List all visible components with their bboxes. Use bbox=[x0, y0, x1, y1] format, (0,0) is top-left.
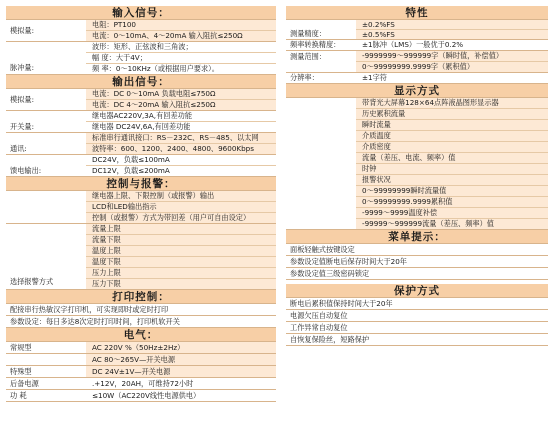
control-label bbox=[6, 191, 86, 223]
pulse-input-line: 幅 度：大于4V； bbox=[86, 53, 276, 64]
comm-line: 波特率：600、1200、2400、4800、9600Kbps bbox=[86, 144, 276, 154]
menu-line-text: 参数设定值三级密码锁定 bbox=[290, 268, 370, 278]
analog-input-group bbox=[6, 20, 276, 42]
protect-line-text: 自恢复保险丝，短路保护 bbox=[290, 334, 370, 344]
display-header: 显示方式 bbox=[286, 84, 548, 98]
power-header: 电气： bbox=[6, 328, 276, 342]
control-line: 继电器上限、下限控制（或报警）输出 bbox=[86, 191, 276, 202]
display-item: 瞬时流量 bbox=[356, 120, 548, 131]
analog-output-line: 电流：DC 4～20mA 输入阻抗≤250Ω bbox=[86, 100, 276, 110]
display-item: -99999～999999流量（差压、频率）值 bbox=[356, 219, 548, 229]
protect-line bbox=[286, 298, 548, 310]
accuracy-group bbox=[286, 20, 548, 40]
power-row-value: AC 220V %（50Hz±2Hz） bbox=[86, 342, 276, 353]
power-row-value: AC 80～265V—开关电源 bbox=[86, 354, 276, 365]
menu-line bbox=[286, 268, 548, 280]
protect-line bbox=[286, 322, 548, 334]
conversion-value: ±1脉冲（LMS）一般优于0.2% bbox=[356, 40, 548, 50]
pulse-input-label: 脉冲量: bbox=[10, 63, 34, 72]
display-item: 带背光大屏幕128×64点阵液晶图形显示器 bbox=[356, 98, 548, 109]
display-label bbox=[286, 98, 356, 229]
range-label: 测量范围： bbox=[290, 52, 326, 61]
display-item: 介质温度 bbox=[356, 131, 548, 142]
pulse-input-line: 波形：矩形、正弦波和三角波； bbox=[86, 42, 276, 53]
power-row bbox=[6, 366, 276, 378]
power-row-label: 常规型 bbox=[10, 342, 32, 352]
range-value: 0～99999999.9999字（累积值） bbox=[356, 62, 548, 72]
power-row-label: 功 耗 bbox=[10, 390, 27, 400]
accuracy-value: ±0.5%FS bbox=[356, 30, 548, 39]
print-line-text: 参数设定：每日多达8次定时打印时间，打印机软开关 bbox=[10, 316, 180, 326]
display-item: -9999～9999温度补偿 bbox=[356, 208, 548, 219]
protect-line-text: 电源欠压自动复位 bbox=[290, 310, 348, 320]
pulse-input-line: 频 率：0～10KHz（或根据用户要求）。 bbox=[86, 64, 276, 74]
comm-line: 标准串行通讯接口：RS－232C、RS－485、以太网 bbox=[86, 133, 276, 144]
menu-line-text: 面板轻触式按键设定 bbox=[290, 244, 355, 254]
menu-line-text: 参数设定值断电后保存时间大于20年 bbox=[290, 256, 407, 266]
power-row-label: 特殊型 bbox=[10, 366, 32, 376]
output-signal-header: 输出信号： bbox=[6, 75, 276, 89]
alarm-mode-item: 流量上限 bbox=[86, 224, 276, 235]
accuracy-value: ±0.2%FS bbox=[356, 20, 548, 30]
display-item: 介质密度 bbox=[356, 142, 548, 153]
alarm-mode-item: 温度上限 bbox=[86, 246, 276, 257]
analog-input-line: 电流：0～10mA、4～20mA 输入阻抗≤250Ω bbox=[86, 31, 276, 41]
power-row bbox=[6, 354, 276, 366]
analog-input-line: 电阻：PT100 bbox=[86, 20, 276, 31]
accuracy-label: 测量精度： bbox=[290, 29, 326, 38]
control-alarm-header: 控制与报警： bbox=[6, 177, 276, 191]
power-row-label: 后备电源 bbox=[10, 378, 39, 388]
menu-line bbox=[286, 244, 548, 256]
display-item: 历史累积流量 bbox=[356, 109, 548, 120]
analog-input-label: 模拟量: bbox=[10, 25, 34, 35]
display-item: 0～99999999.9999累积值 bbox=[356, 197, 548, 208]
alarm-mode-group bbox=[6, 224, 276, 290]
display-item: 时钟 bbox=[356, 164, 548, 175]
feed-output-group bbox=[6, 155, 276, 177]
control-line: 控制（或报警）方式为带回差（用户可自由设定） bbox=[86, 213, 276, 223]
display-item: 0～99999999瞬时流量值 bbox=[356, 186, 548, 197]
analog-output-label: 模拟量: bbox=[10, 94, 34, 104]
menu-header: 菜单提示： bbox=[286, 230, 548, 244]
alarm-mode-item: 压力下限 bbox=[86, 279, 276, 289]
power-row-value: DC 24V±1V—开关电源 bbox=[86, 366, 276, 377]
range-group bbox=[286, 51, 548, 73]
left-column bbox=[6, 6, 276, 402]
display-item: 报警状况 bbox=[356, 175, 548, 186]
right-column bbox=[286, 6, 548, 346]
power-row bbox=[6, 390, 276, 402]
analog-output-line: 电流：DC 0～10mA 负载电阻≤750Ω bbox=[86, 89, 276, 100]
analog-output-group bbox=[6, 89, 276, 111]
power-row bbox=[6, 342, 276, 354]
display-item: 流量（差压、电流、频率）值 bbox=[356, 153, 548, 164]
conversion-label: 频率转换精度： bbox=[290, 40, 341, 49]
feed-output-line: DC24V，负载≤100mA bbox=[86, 155, 276, 166]
comm-label: 通讯: bbox=[10, 144, 27, 153]
menu-line bbox=[286, 256, 548, 268]
pulse-input-group bbox=[6, 42, 276, 75]
switch-output-line: 继电器 DC24V,6A,有回差功能 bbox=[86, 122, 276, 132]
spec-header: 特性 bbox=[286, 6, 548, 20]
power-row bbox=[6, 378, 276, 390]
conversion-row bbox=[286, 40, 548, 51]
display-group bbox=[286, 98, 548, 230]
switch-output-line: 继电器AC220V,3A,有回差功能 bbox=[86, 111, 276, 122]
protect-header: 保护方式 bbox=[286, 284, 548, 298]
comm-group bbox=[6, 133, 276, 155]
print-control-header: 打印控制： bbox=[6, 290, 276, 304]
alarm-mode-item: 温度下限 bbox=[86, 257, 276, 268]
resolution-value: ±1字符 bbox=[356, 73, 548, 83]
protect-line bbox=[286, 310, 548, 322]
switch-output-label: 开关量: bbox=[10, 122, 34, 131]
alarm-mode-item: 压力上限 bbox=[86, 268, 276, 279]
power-row-value: ≤10W（AC220V线性电源供电） bbox=[86, 390, 276, 401]
protect-line bbox=[286, 334, 548, 346]
power-row-value: .+12V，20AH，可维持72小时 bbox=[86, 378, 276, 389]
alarm-mode-item: 流量下限 bbox=[86, 235, 276, 246]
print-line bbox=[6, 304, 276, 316]
protect-line-text: 工作异常自动复位 bbox=[290, 322, 348, 332]
resolution-label: 分辨率： bbox=[290, 73, 319, 82]
control-group bbox=[6, 191, 276, 224]
input-signal-header: 输入信号： bbox=[6, 6, 276, 20]
alarm-mode-label: 选择报警方式 bbox=[10, 277, 54, 286]
feed-output-line: DC12V，负载≤200mA bbox=[86, 166, 276, 176]
range-value: -9999999～999999字（瞬时值，补偿值） bbox=[356, 51, 548, 62]
print-line-text: 配接串行热敏汉字打印机，可实现即时或定时打印 bbox=[10, 304, 169, 314]
switch-output-group bbox=[6, 111, 276, 133]
protect-line-text: 断电后累积值保持时间大于20年 bbox=[290, 298, 393, 308]
feed-output-label: 馈电输出: bbox=[10, 166, 42, 175]
control-line: LCD和LED输出指示 bbox=[86, 202, 276, 213]
